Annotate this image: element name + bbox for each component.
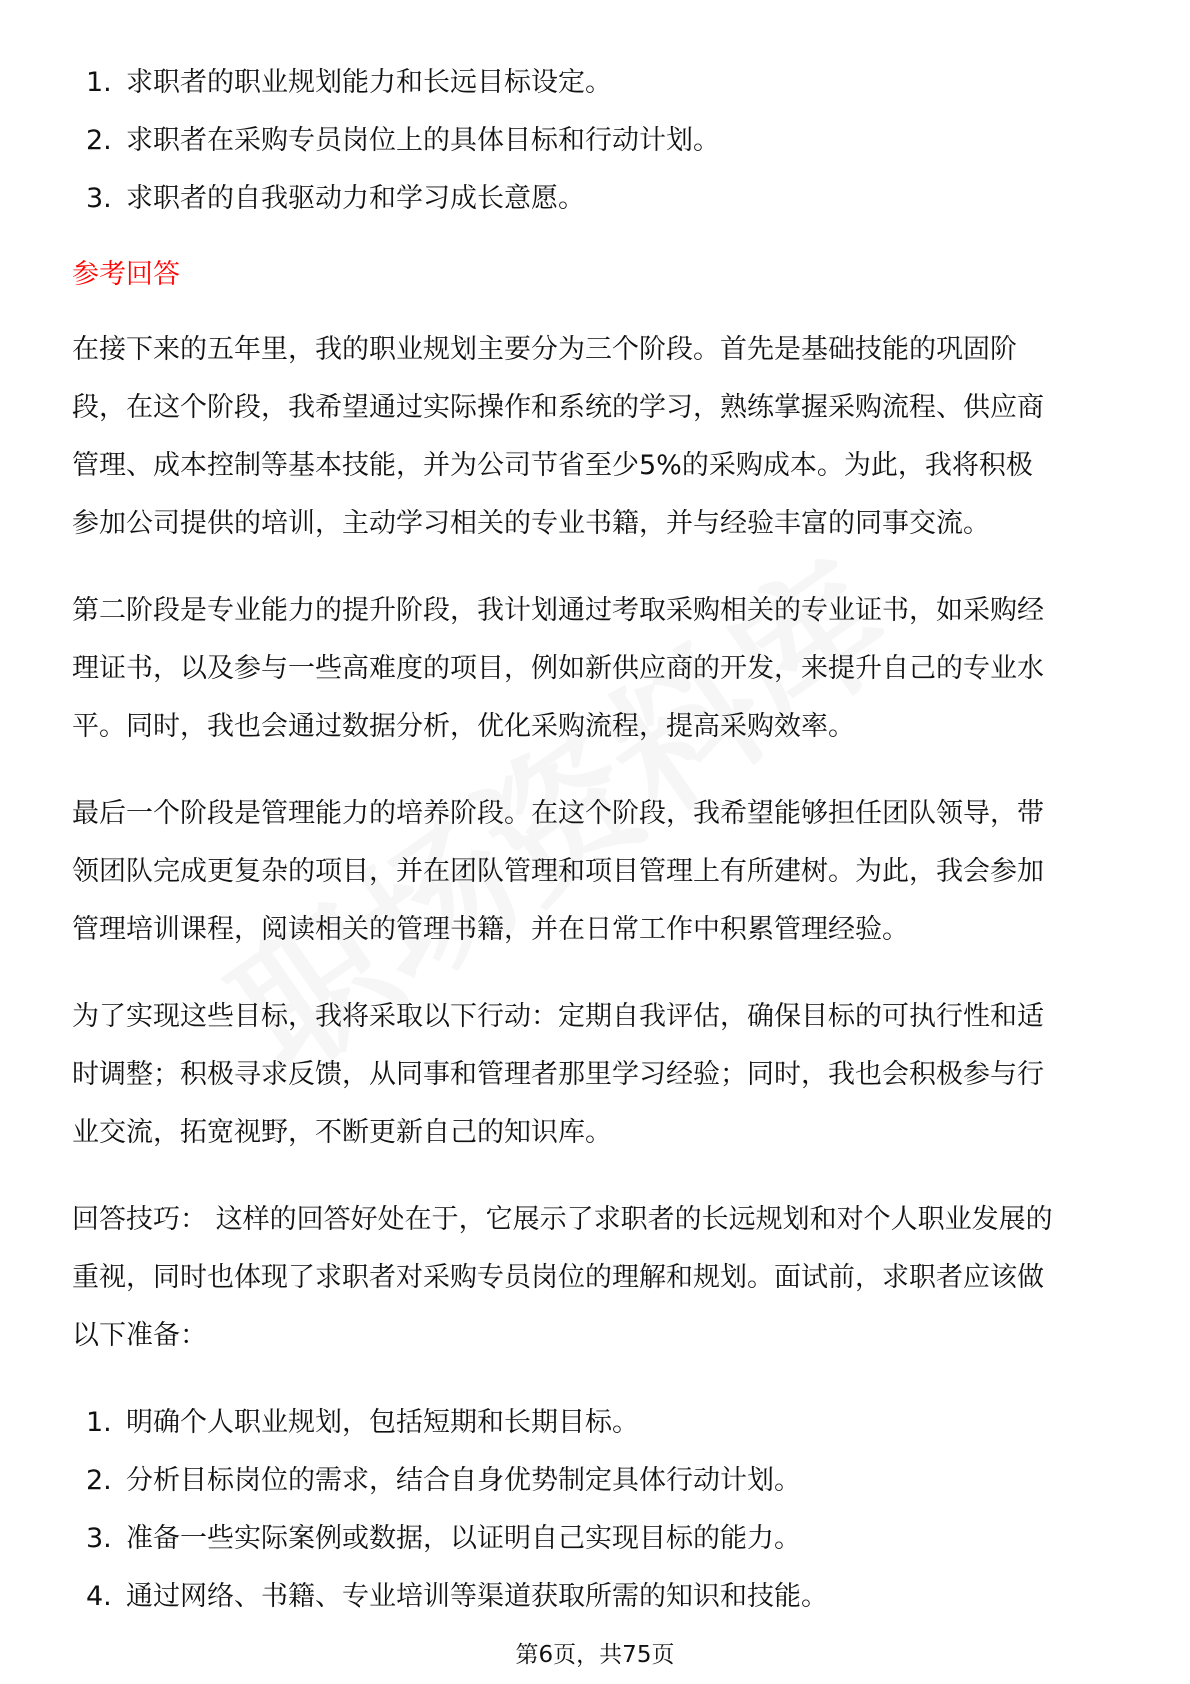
paragraph-4 — [72, 988, 1142, 1162]
list-text: 明确个人职业规划，包括短期和长期目标。 — [126, 1407, 639, 1438]
text-line: 参加公司提供的培训，主动学习相关的专业书籍，并与经验丰富的同事交流。 — [72, 508, 990, 539]
list-text: 准备一些实际案例或数据，以证明自己实现目标的能力。 — [126, 1523, 801, 1554]
text-line: 以下准备： — [72, 1320, 207, 1351]
text-line: 回答技巧： 这样的回答好处在于，它展示了求职者的长远规划和对个人职业发展的 — [72, 1204, 1053, 1235]
list-number: 4. — [86, 1581, 112, 1612]
answer-tips — [72, 1191, 1142, 1365]
question-focus-list — [72, 54, 1142, 228]
text-line: 平。同时，我也会通过数据分析，优化采购流程，提高采购效率。 — [72, 711, 855, 742]
paragraph-2 — [72, 582, 1142, 756]
list-item — [72, 1510, 1142, 1568]
list-item — [72, 1394, 1142, 1452]
list-item — [72, 54, 1142, 112]
list-item — [72, 112, 1142, 170]
list-number: 3. — [86, 183, 112, 214]
list-item — [72, 1568, 1142, 1626]
text-line: 重视，同时也体现了求职者对采购专员岗位的理解和规划。面试前，求职者应该做 — [72, 1262, 1044, 1293]
preparation-list — [72, 1394, 1142, 1626]
paragraph-3 — [72, 785, 1142, 959]
list-text: 分析目标岗位的需求，结合自身优势制定具体行动计划。 — [126, 1465, 801, 1496]
list-text: 通过网络、书籍、专业培训等渠道获取所需的知识和技能。 — [126, 1581, 828, 1612]
section-heading: 参考回答 — [72, 259, 180, 290]
text-line: 段，在这个阶段，我希望通过实际操作和系统的学习，熟练掌握采购流程、供应商 — [72, 392, 1044, 423]
text-line: 业交流，拓宽视野，不断更新自己的知识库。 — [72, 1117, 612, 1148]
list-item — [72, 170, 1142, 228]
list-number: 2. — [86, 1465, 112, 1496]
text-line: 理证书，以及参与一些高难度的项目，例如新供应商的开发，来提升自己的专业水 — [72, 653, 1044, 684]
list-item — [72, 1452, 1142, 1510]
text-line: 为了实现这些目标，我将采取以下行动：定期自我评估，确保目标的可执行性和适 — [72, 1001, 1044, 1032]
page-number: 第6页，共75页 — [515, 1642, 675, 1668]
list-text: 求职者的职业规划能力和长远目标设定。 — [126, 67, 612, 98]
list-number: 3. — [86, 1523, 112, 1554]
paragraph-1 — [72, 321, 1142, 553]
list-number: 1. — [86, 1407, 112, 1438]
text-line: 管理培训课程，阅读相关的管理书籍，并在日常工作中积累管理经验。 — [72, 914, 909, 945]
text-line: 在接下来的五年里，我的职业规划主要分为三个阶段。首先是基础技能的巩固阶 — [72, 334, 1017, 365]
list-number: 2. — [86, 125, 112, 156]
text-line: 第二阶段是专业能力的提升阶段，我计划通过考取采购相关的专业证书，如采购经 — [72, 595, 1044, 626]
text-line: 最后一个阶段是管理能力的培养阶段。在这个阶段，我希望能够担任团队领导，带 — [72, 798, 1044, 829]
text-line: 时调整；积极寻求反馈，从同事和管理者那里学习经验；同时，我也会积极参与行 — [72, 1059, 1044, 1090]
list-text: 求职者的自我驱动力和学习成长意愿。 — [126, 183, 585, 214]
text-line: 领团队完成更复杂的项目，并在团队管理和项目管理上有所建树。为此，我会参加 — [72, 856, 1044, 887]
list-number: 1. — [86, 67, 112, 98]
list-text: 求职者在采购专员岗位上的具体目标和行动计划。 — [126, 125, 720, 156]
text-line: 管理、成本控制等基本技能，并为公司节省至少5%的采购成本。为此，我将积极 — [72, 450, 1033, 481]
